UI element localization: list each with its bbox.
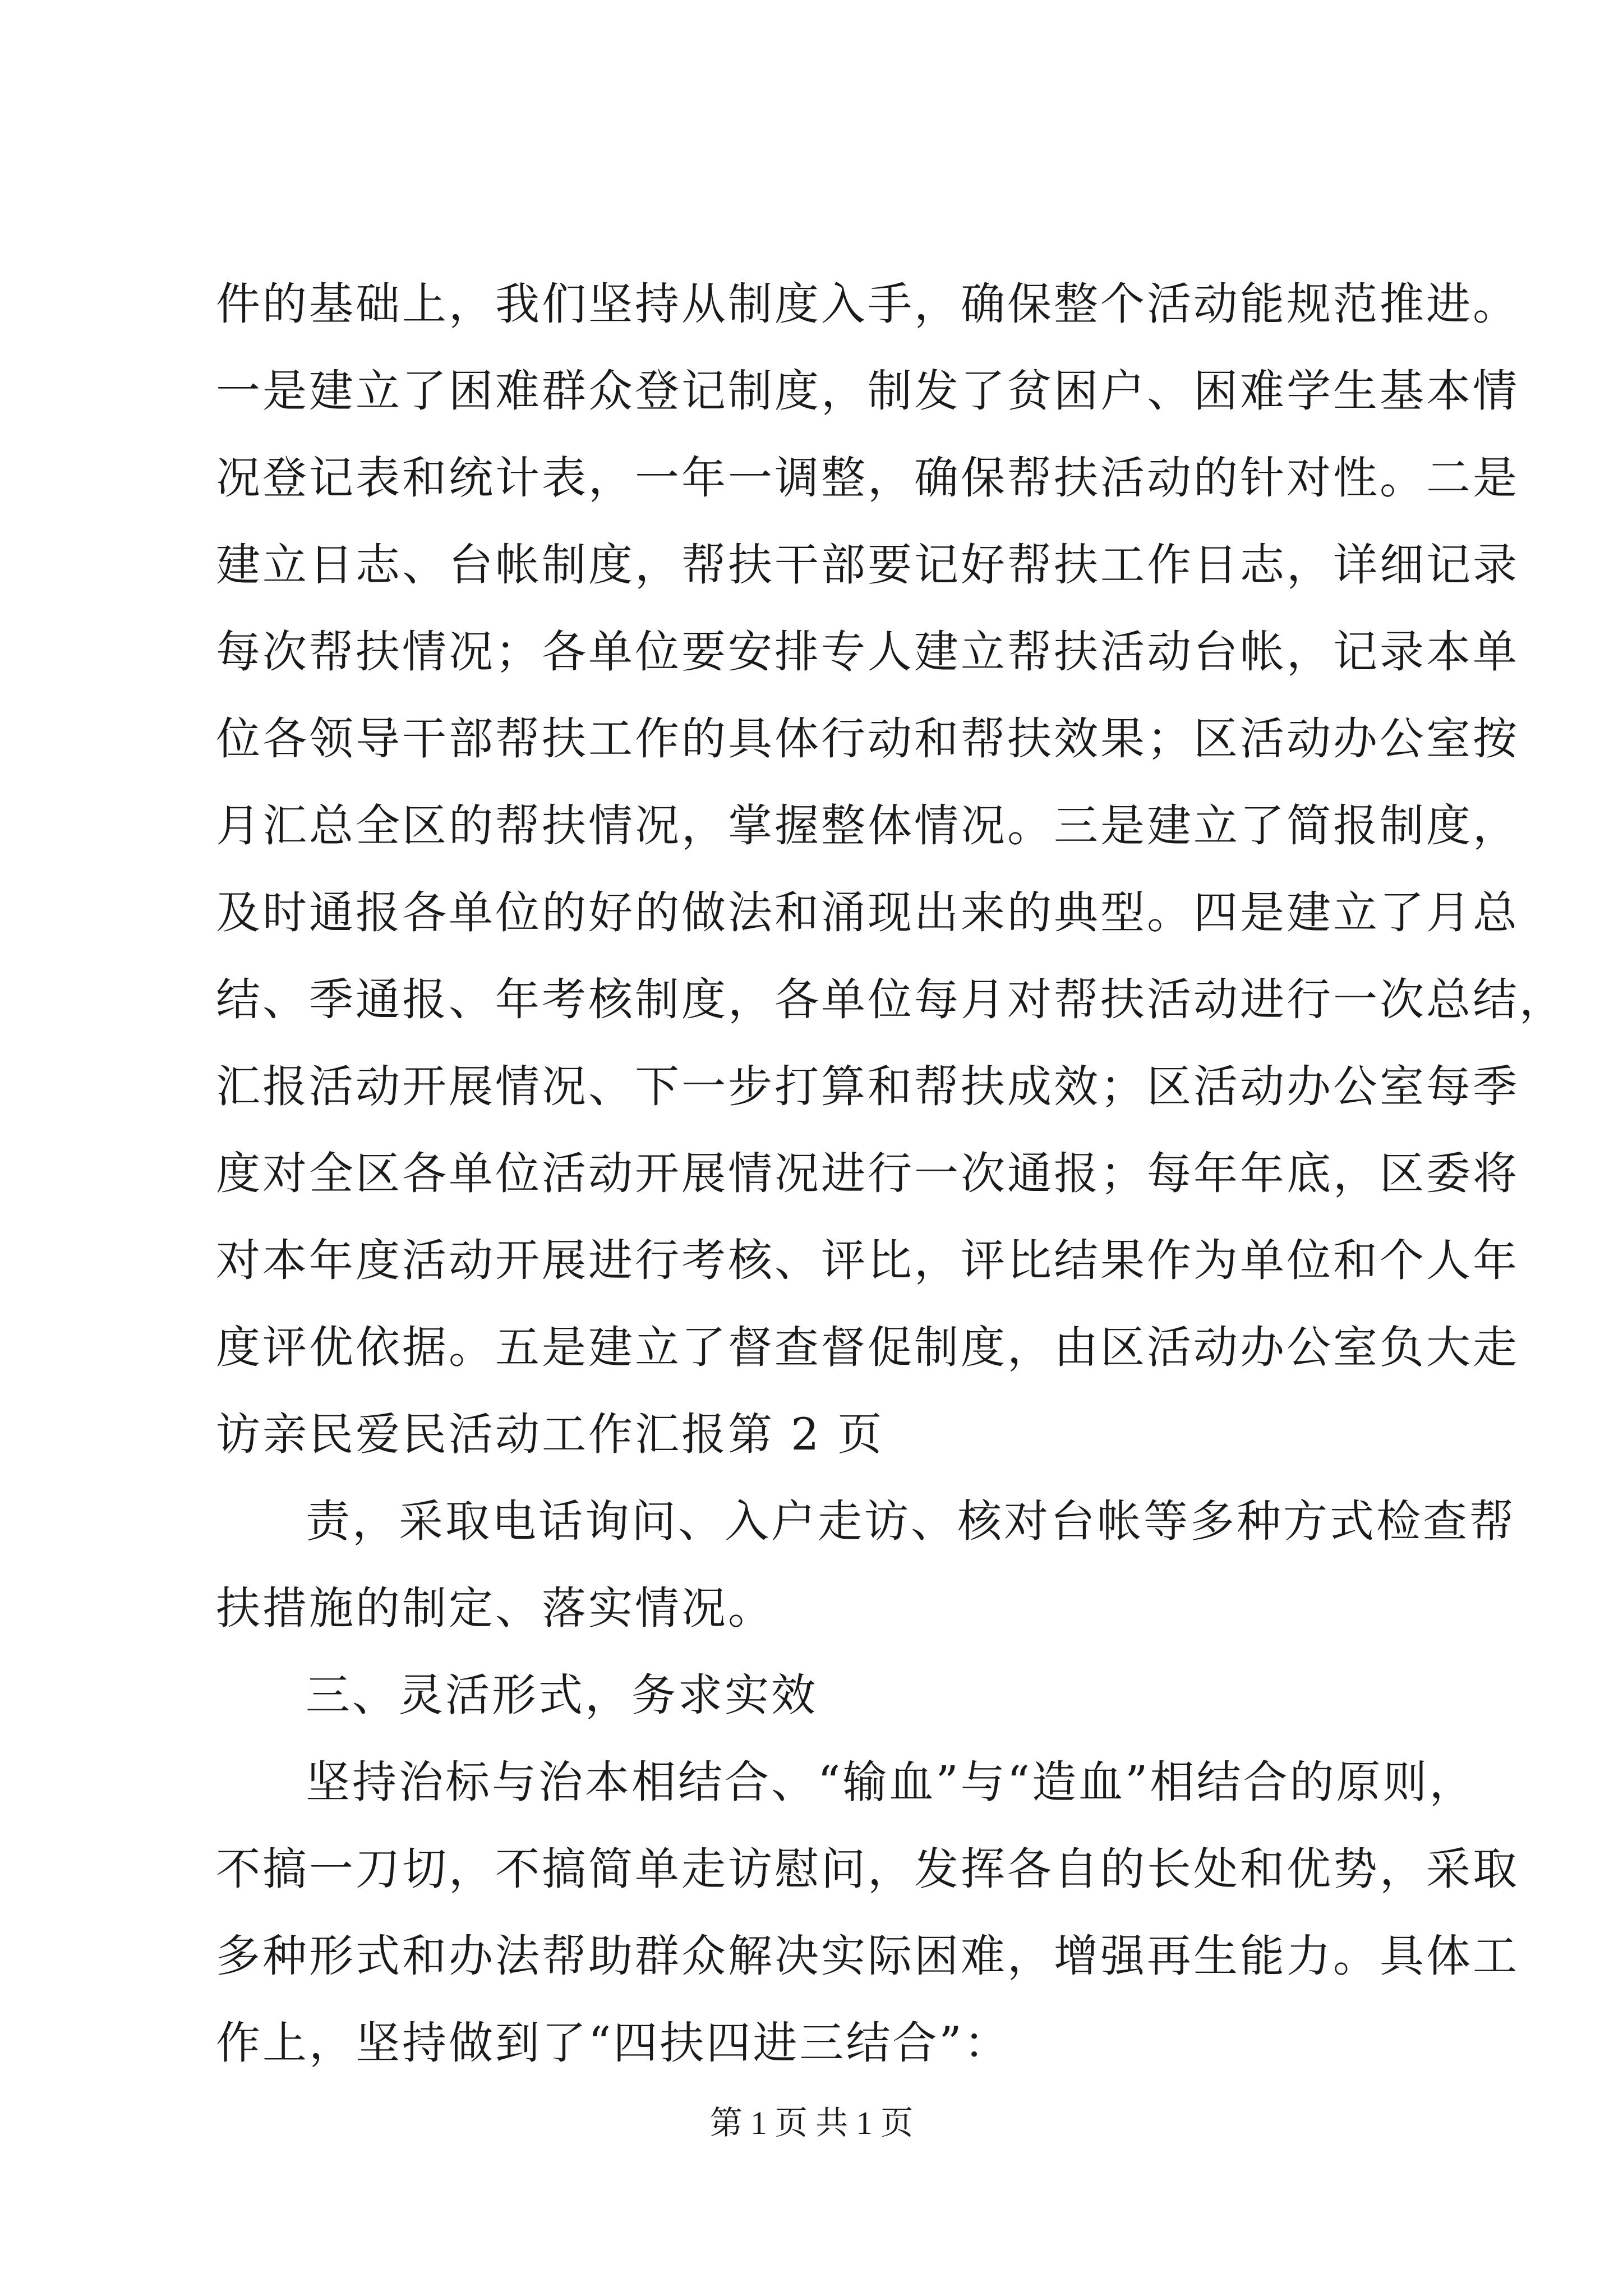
text-line: 每次帮扶情况；各单位要安排专人建立帮扶活动台帐，记录本单 <box>216 626 1519 678</box>
text-line: 位各领导干部帮扶工作的具体行动和帮扶效果；区活动办公室按 <box>216 713 1519 765</box>
text-line: 结、季通报、年考核制度，各单位每月对帮扶活动进行一次总结， <box>216 974 1566 1025</box>
text-line: 月汇总全区的帮扶情况，掌握整体情况。三是建立了简报制度， <box>216 800 1519 852</box>
text-line: 及时通报各单位的好的做法和涌现出来的典型。四是建立了月总 <box>216 887 1519 938</box>
text-line: 况登记表和统计表，一年一调整，确保帮扶活动的针对性。二是 <box>216 452 1519 504</box>
body-text <box>216 261 1566 2087</box>
text-line: 不搞一刀切，不搞简单走访慰问，发挥各自的长处和优势，采取 <box>216 1843 1519 1895</box>
page-footer <box>0 2101 1623 2146</box>
text-line: 扶措施的制定、落实情况。 <box>216 1582 774 1634</box>
text-line: 件的基础上，我们坚持从制度入手，确保整个活动能规范推进。 <box>216 278 1519 330</box>
text-line: 对本年度活动开展进行考核、评比，评比结果作为单位和个人年 <box>216 1235 1519 1286</box>
text-line: 汇报活动开展情况、下一步打算和帮扶成效；区活动办公室每季 <box>216 1061 1519 1112</box>
text-line: 访亲民爱民活动工作汇报第 2 页 <box>216 1409 884 1460</box>
text-line: 度评优依据。五是建立了督查督促制度，由区活动办公室负大走 <box>216 1322 1519 1373</box>
text-line: 坚持治标与治本相结合、“输血”与“造血”相结合的原则， <box>306 1756 1476 1808</box>
page-number: 第 1 页 共 1 页 <box>709 2105 914 2141</box>
text-line: 责，采取电话询问、入户走访、核对台帐等多种方式检查帮 <box>306 1496 1516 1547</box>
section-heading: 三、灵活形式，务求实效 <box>306 1669 818 1721</box>
text-line: 一是建立了困难群众登记制度，制发了贫困户、困难学生基本情 <box>216 365 1519 417</box>
text-line: 建立日志、台帐制度，帮扶干部要记好帮扶工作日志，详细记录 <box>216 539 1519 591</box>
text-line: 多种形式和办法帮助群众解决实际困难，增强再生能力。具体工 <box>216 1930 1519 1982</box>
text-line: 度对全区各单位活动开展情况进行一次通报；每年年底，区委将 <box>216 1148 1519 1199</box>
text-line: 作上，坚持做到了“四扶四进三结合”： <box>216 2017 1011 2069</box>
